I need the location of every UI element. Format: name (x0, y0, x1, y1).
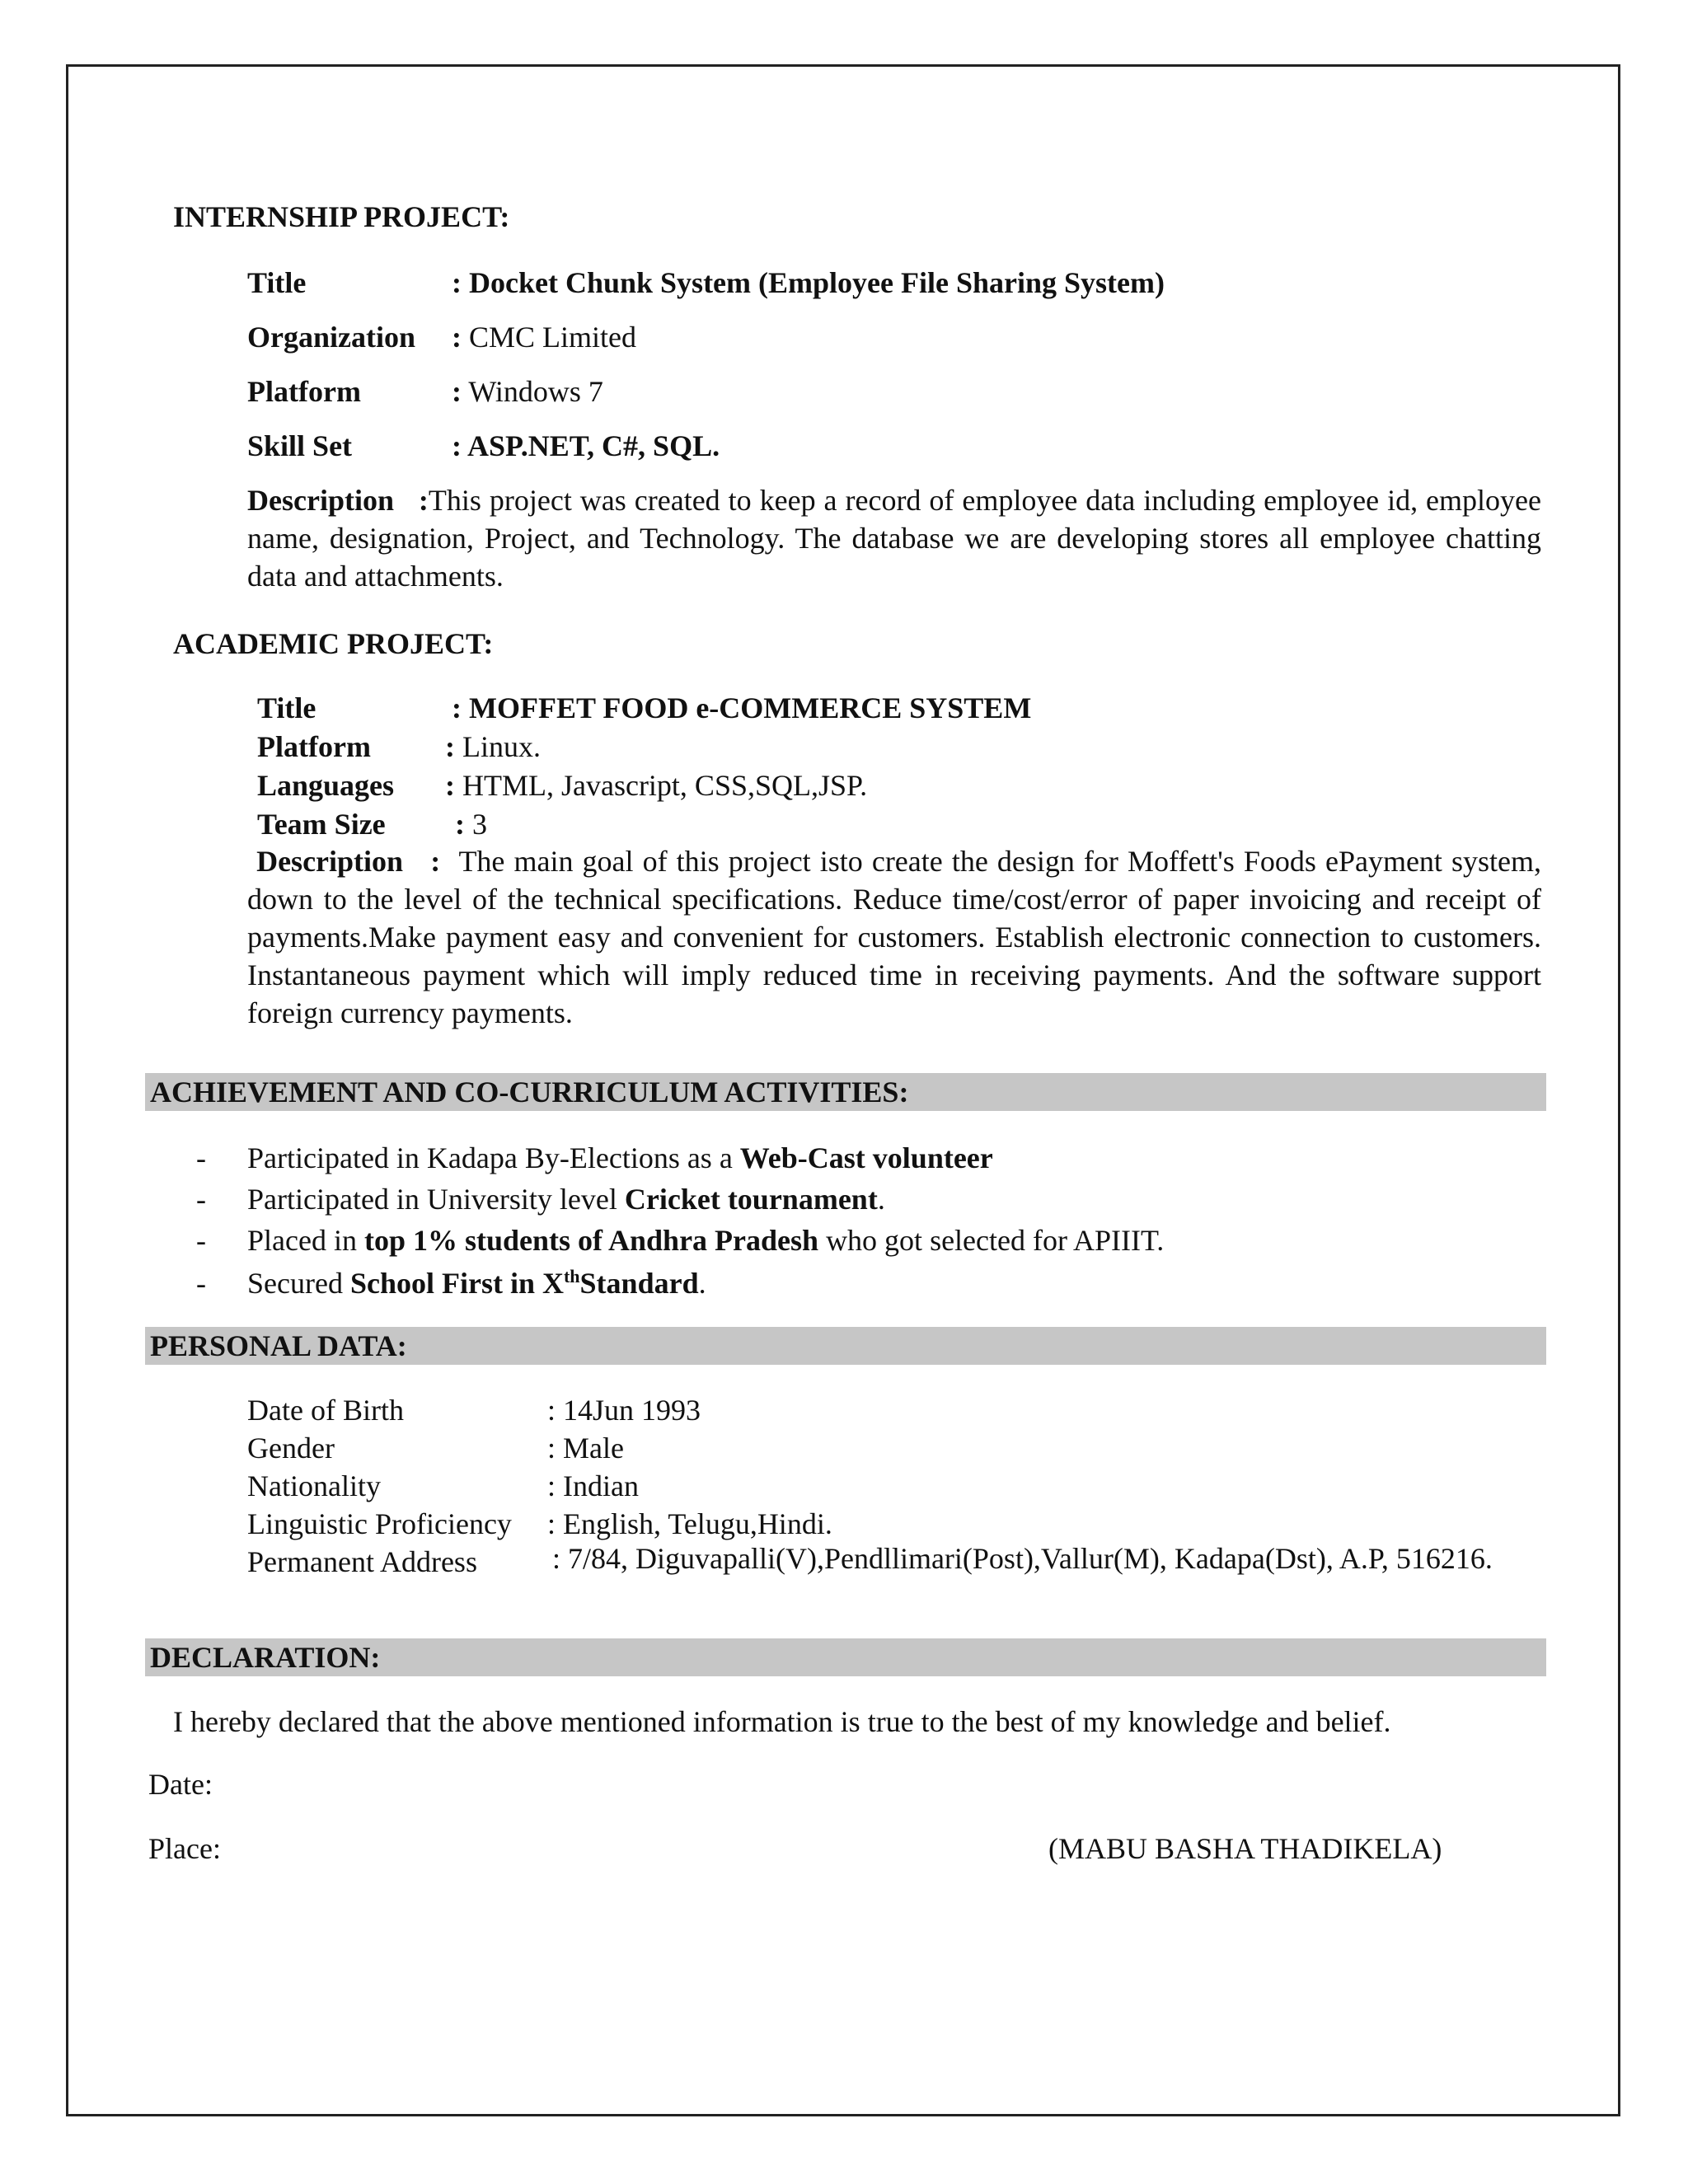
academic-languages-value: : HTML, Javascript, CSS,SQL,JSP. (445, 769, 868, 802)
dob-label: Date of Birth (247, 1394, 404, 1427)
internship-org-value: : CMC Limited (452, 321, 637, 354)
list-item: Secured School First in XthStandard. (247, 1266, 706, 1300)
list-item: Participated in Kadapa By-Elections as a Web-Cast volunteer (247, 1141, 993, 1174)
internship-skill-value: : ASP.NET, C#, SQL. (452, 429, 720, 462)
declaration-heading: DECLARATION: (145, 1638, 1546, 1676)
academic-platform-value: : Linux. (445, 730, 541, 763)
dob-value: : 14Jun 1993 (547, 1394, 701, 1427)
academic-team-value: : 3 (455, 808, 487, 841)
academic-heading: ACADEMIC PROJECT: (173, 627, 494, 660)
internship-org-label: Organization (247, 321, 415, 354)
date-label: Date: (148, 1768, 213, 1801)
list-bullet: - (196, 1141, 206, 1174)
internship-skill-label: Skill Set (247, 429, 353, 462)
personal-heading: PERSONAL DATA: (145, 1327, 1546, 1365)
list-item: Placed in top 1% students of Andhra Pradesh who got selected for APIIIT. (247, 1224, 1165, 1257)
list-bullet: - (196, 1224, 206, 1257)
place-label: Place: (148, 1832, 221, 1865)
internship-heading: INTERNSHIP PROJECT: (173, 200, 510, 233)
list-item: Participated in University level Cricket tournament. (247, 1183, 885, 1216)
academic-platform-label: Platform (257, 730, 371, 763)
internship-title-label: Title (247, 266, 307, 299)
internship-description: Description :This project was created to keep a record of employee data including employee id, employee name, designation, Project, and Technology. The database we are developing stores all employee chatting data and attachments. (247, 484, 1541, 593)
academic-title-label: Title (257, 691, 316, 724)
academic-team-label: Team Size (257, 808, 386, 841)
nationality-value: : Indian (547, 1469, 639, 1502)
academic-title-value: : MOFFET FOOD e-COMMERCE SYSTEM (452, 691, 1032, 724)
nationality-label: Nationality (247, 1469, 381, 1502)
academic-description: Description : The main goal of this project isto create the design for Moffett's Foods ePayment system, down to the level of the technical specifications. Reduce time/cost/error of paper invoicing and receipt of payments.Make payment easy and convenient for customers. Establish electronic connection to customers. Instantaneous payment which will imply reduced time in receiving payments. And the software support foreign currency payments. (247, 845, 1542, 1029)
linguistic-value: : English, Telugu,Hindi. (547, 1507, 832, 1540)
internship-title-value: : Docket Chunk System (Employee File Sharing System) (452, 266, 1165, 299)
achievements-heading: ACHIEVEMENT AND CO-CURRICULUM ACTIVITIES: (145, 1073, 1546, 1111)
address-label: Permanent Address (247, 1545, 477, 1578)
gender-label: Gender (247, 1432, 335, 1465)
signature-name: (MABU BASHA THADIKELA) (1048, 1832, 1442, 1865)
internship-platform-value: : Windows 7 (452, 375, 603, 408)
academic-languages-label: Languages (257, 769, 395, 802)
list-bullet: - (196, 1183, 206, 1216)
list-bullet: - (196, 1267, 206, 1300)
internship-platform-label: Platform (247, 375, 361, 408)
declaration-text: I hereby declared that the above mentioned information is true to the best of my knowledge and belief. (173, 1705, 1391, 1738)
gender-value: : Male (547, 1432, 624, 1465)
linguistic-label: Linguistic Proficiency (247, 1507, 512, 1540)
address-value: : 7/84, Diguvapalli(V),Pendllimari(Post),Vallur(M), Kadapa(Dst), A.P, 516216. (552, 1542, 1493, 1575)
